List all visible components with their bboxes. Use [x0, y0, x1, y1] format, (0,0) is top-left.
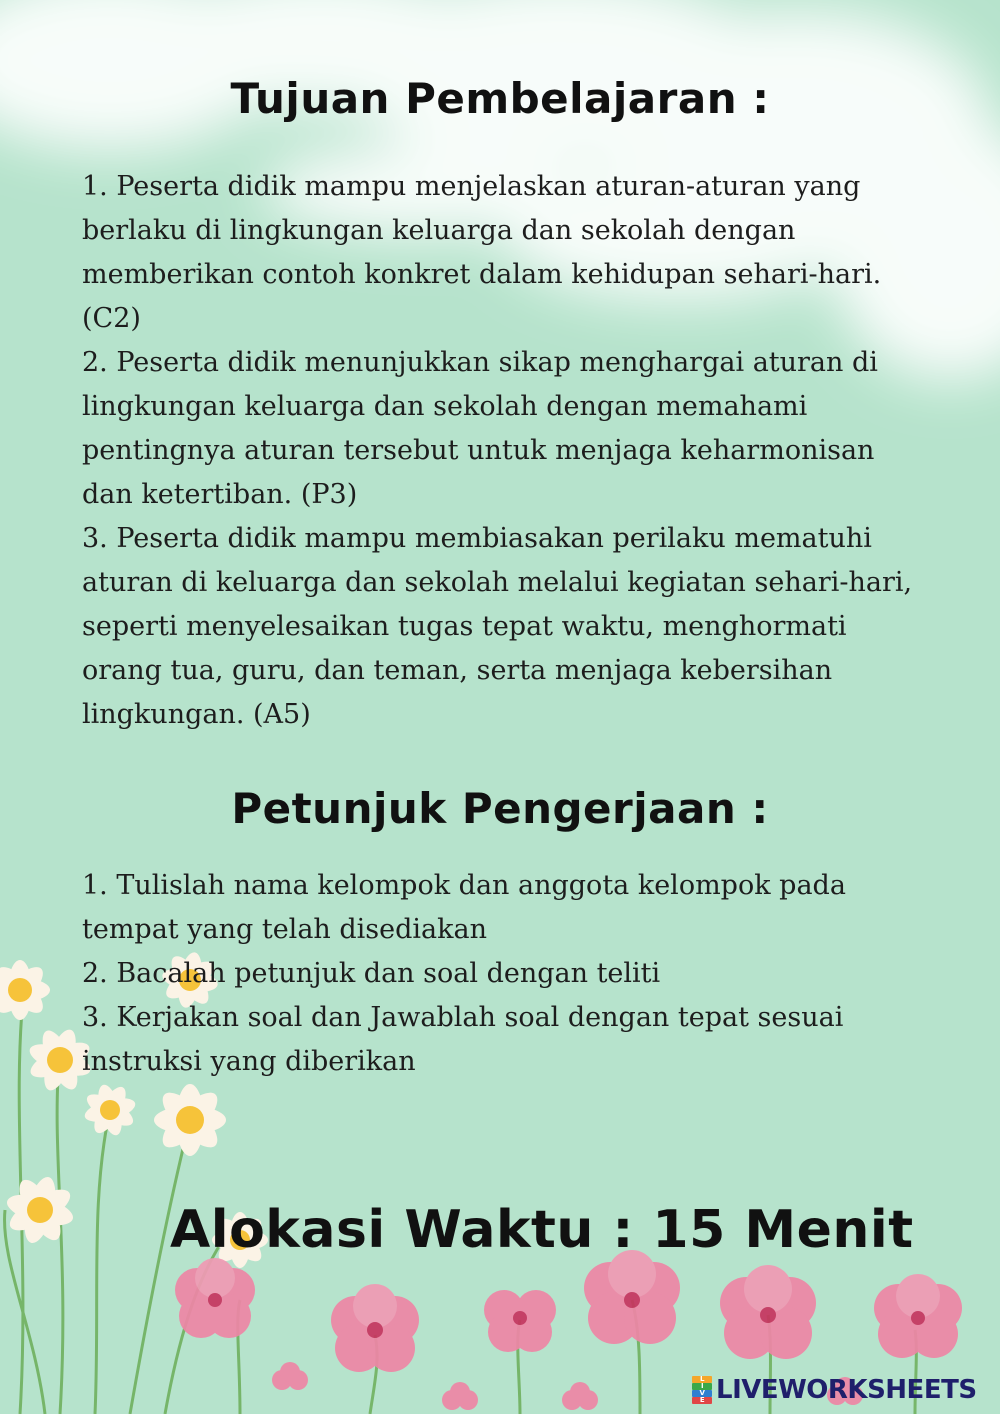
instruction-item-3: 3. Kerjakan soal dan Jawablah soal dengan tepat sesuai instruksi yang diberikan [82, 1002, 844, 1077]
instruction-item-1: 1. Tulislah nama kelompok dan anggota kelompok pada tempat yang telah disediakan [82, 870, 846, 945]
learning-goals-title: Tujuan Pembelajaran : [230, 74, 770, 123]
liveworksheets-logo-icon [692, 1376, 712, 1404]
logo-mark-letter: V [692, 1390, 712, 1397]
instructions-list [82, 864, 932, 1084]
liveworksheets-logo[interactable] [692, 1374, 977, 1406]
learning-goals-list [82, 165, 932, 737]
instructions-title: Petunjuk Pengerjaan : [231, 784, 769, 833]
goal-item-2: 2. Peserta didik menunjukkan sikap menghargai aturan di lingkungan keluarga dan sekolah dengan memahami pentingnya aturan tersebut untuk menjaga keharmonisan dan ketertiban. (P3) [82, 347, 878, 510]
logo-mark-letter: E [692, 1397, 712, 1404]
goal-item-3: 3. Peserta didik mampu membiasakan perilaku mematuhi aturan di keluarga dan sekolah melalui kegiatan sehari-hari, seperti menyelesaikan tugas tepat waktu, menghormati orang tua, guru, dan teman, serta menjaga kebersihan lingkungan. (A5) [82, 523, 913, 730]
logo-mark-letter: I [692, 1383, 712, 1390]
instruction-item-2: 2. Bacalah petunjuk dan soal dengan teliti [82, 958, 661, 989]
time-allocation: Alokasi Waktu : 15 Menit [170, 1200, 914, 1260]
liveworksheets-logo-text: LIVEWORKSHEETS [716, 1375, 977, 1405]
goal-item-1: 1. Peserta didik mampu menjelaskan aturan-aturan yang berlaku di lingkungan keluarga dan sekolah dengan memberikan contoh konkret dalam kehidupan sehari-hari. (C2) [82, 171, 882, 334]
logo-mark-letter: L [692, 1376, 712, 1383]
